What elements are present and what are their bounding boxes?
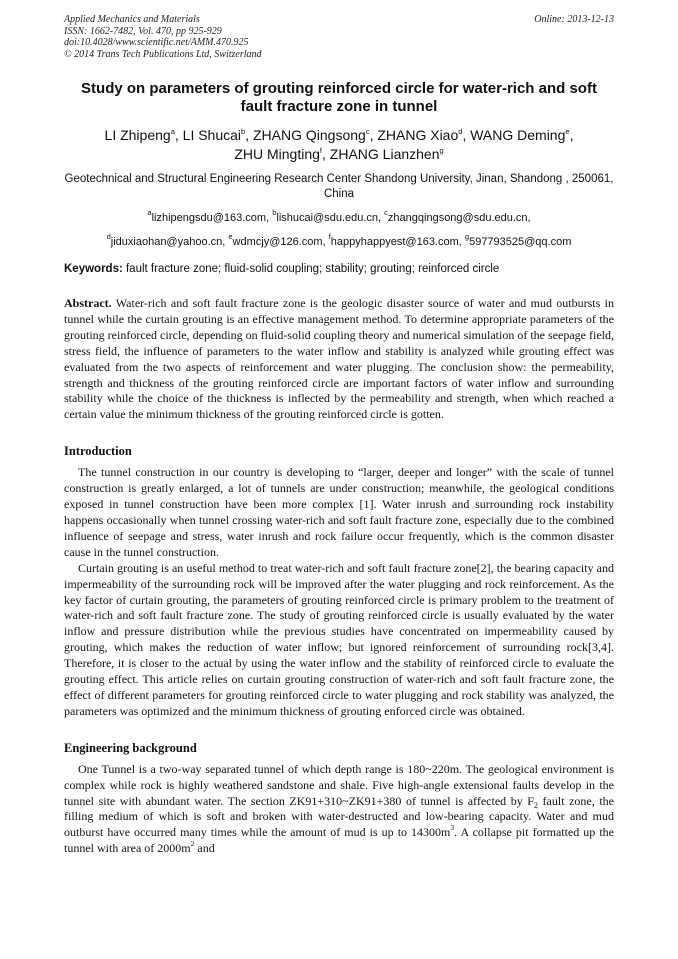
journal-info <box>64 14 262 60</box>
abstract-text: Water-rich and soft fault fracture zone is the geologic disaster source of water and mud outbursts in tunnel while the curtain grouting is an effective management method. To determine appropriate parameters of the grouting reinforced circle, depending on fluid-solid coupling theory and numerical simulation of the seepage field, stress field, the influence of parameters to the water inflow and stability is analyzed while grouting effect was evaluated from the two aspects of reinforcement and water plugging. The conclusion show: the permeability, strength and thickness of the grouting reinforced circle are important factors of water inflow and surrounding stability while the choice of the thickness is inflected by the permeability and strength, when which reached a certain value the minimum thickness of the grouting reinforced circle is gotten. <box>64 296 614 422</box>
email-list <box>64 208 614 250</box>
author: ZHU Mingting$^f$, <box>234 145 330 162</box>
email[interactable]: $^b$lishucai@sdu.edu.cn <box>272 208 379 224</box>
section-heading-engineering-background: Engineering background <box>64 740 197 755</box>
email-line: $^a$lizhipengsdu@163.com, $^b$lishucai@sdu.edu.cn, $^c$zhangqingsong@sdu.edu.cn, <box>147 208 531 224</box>
abstract-label: Abstract. <box>64 296 112 310</box>
author-list <box>64 126 614 163</box>
author: ZHANG Lianzhen$^g$ <box>329 145 444 162</box>
paper-title: Study on parameters of grouting reinforced circle for water-rich and soft fault fracture zone in tunnel <box>81 80 597 115</box>
author: ZHANG Xiao$^d$, <box>377 127 471 143</box>
email[interactable]: $^a$lizhipengsdu@163.com <box>147 208 267 224</box>
journal-copyright: © 2014 Trans Tech Publications Ltd, Switzerland <box>64 48 262 60</box>
intro-paragraph-2: Curtain grouting is an useful method to treat water-rich and soft fault fracture zone[2], the bearing capacity and impermeability of the surrounding rock will be improved after the water plugging and rock reinforcement. As the key factor of curtain grouting, the parameters of grouting reinforced circle is primary problem to the treatment of water-rich and soft fault fracture zone. The study of grouting reinforced circle is usually evaluated by the water inflow and pressure distribution while the previous studies have concentrated on impermeability caused by grouting, which makes the reduction of water inflow; but ignored reinforcement of surrounding rock[3,4]. Therefore, it is closer to the actual by using the water inflow and the stability of reinforced circle to evaluate the grouting effect. This article relies on curtain grouting construction of water-rich and soft fault fracture zone, the effect of different parameters for grouting reinforced circle to water plugging and rock stability was analyzed, the parameters was optimized and the minimum thickness of grouting enforced circle was obtained. <box>64 560 614 718</box>
email[interactable]: $^f$happyhappyest@163.com <box>328 232 459 248</box>
journal-name: Applied Mechanics and Materials <box>64 14 200 25</box>
engineering-paragraph-1: One Tunnel is a two-way separated tunnel of which depth range is 180~220m. The geological environment is complex while rock is highly weathered sandstone and shale. Five high-angle extensional faults develop in the tunnel site with abundant water. The section ZK91+310~ZK91+380 of tunnel is affected by $F_2$ fault zone, the filling medium of which is soft and broken with water-destructed and low-bearing capacity. Water and mud outburst have occurred many times while the amount of mud is up to $14300m^3$. A collapse pit formatted up the tunnel with area of $2000m^2$ and <box>64 761 615 856</box>
keywords-text: fault fracture zone; fluid-solid coupling; stability; grouting; reinforced circle <box>122 263 500 275</box>
keywords-label: Keywords: <box>64 263 123 275</box>
intro-paragraph-1: The tunnel construction in our country is developing to “larger, deeper and longer” with the scale of tunnel construction is greatly enlarged, a lot of tunnels are under construction; meanwhile, the geological conditions exposed in tunnel construction have been more complex [1]. Water inrush and surrounding rock instability happens occasionally when tunnel crossing water-rich and soft fault fracture zone, especially due to the combined influence of seepage and stress, water inrush and rock failure occur frequently, which is the common disaster cause in the tunnel construction. <box>64 465 614 559</box>
author: ZHANG Qingsong$^c$, <box>252 127 378 143</box>
abstract <box>64 296 614 423</box>
author: WANG Deming$^e$, <box>470 127 574 143</box>
keywords <box>64 262 614 277</box>
email[interactable]: $^g$597793525@qq.com <box>464 232 572 248</box>
section-heading-introduction: Introduction <box>64 444 132 459</box>
email[interactable]: $^c$zhangqingsong@sdu.edu.cn <box>384 208 528 224</box>
author: LI Zhipeng$^a$, <box>104 127 183 143</box>
journal-issn: ISSN: 1662-7482, Vol. 470, pp 925-929 <box>64 25 222 37</box>
affiliation: Geotechnical and Structural Engineering Research Center Shandong University, Jinan, Shandong , 250061, China <box>64 173 614 200</box>
author: LI Shucai$^b$, <box>182 127 253 143</box>
journal-doi: doi:10.4028/www.scientific.net/AMM.470.925 <box>64 37 249 48</box>
running-header <box>64 14 614 60</box>
online-date: Online: 2013-12-13 <box>534 14 614 25</box>
email-line: $^d$jiduxiaohan@yahoo.cn, $^e$wdmcjy@126.com, $^f$happyhappyest@163.com, $^g$597793525@qq.com <box>106 232 572 248</box>
email[interactable]: $^d$jiduxiaohan@yahoo.cn <box>106 232 223 248</box>
email[interactable]: $^e$wdmcjy@126.com <box>228 232 323 248</box>
